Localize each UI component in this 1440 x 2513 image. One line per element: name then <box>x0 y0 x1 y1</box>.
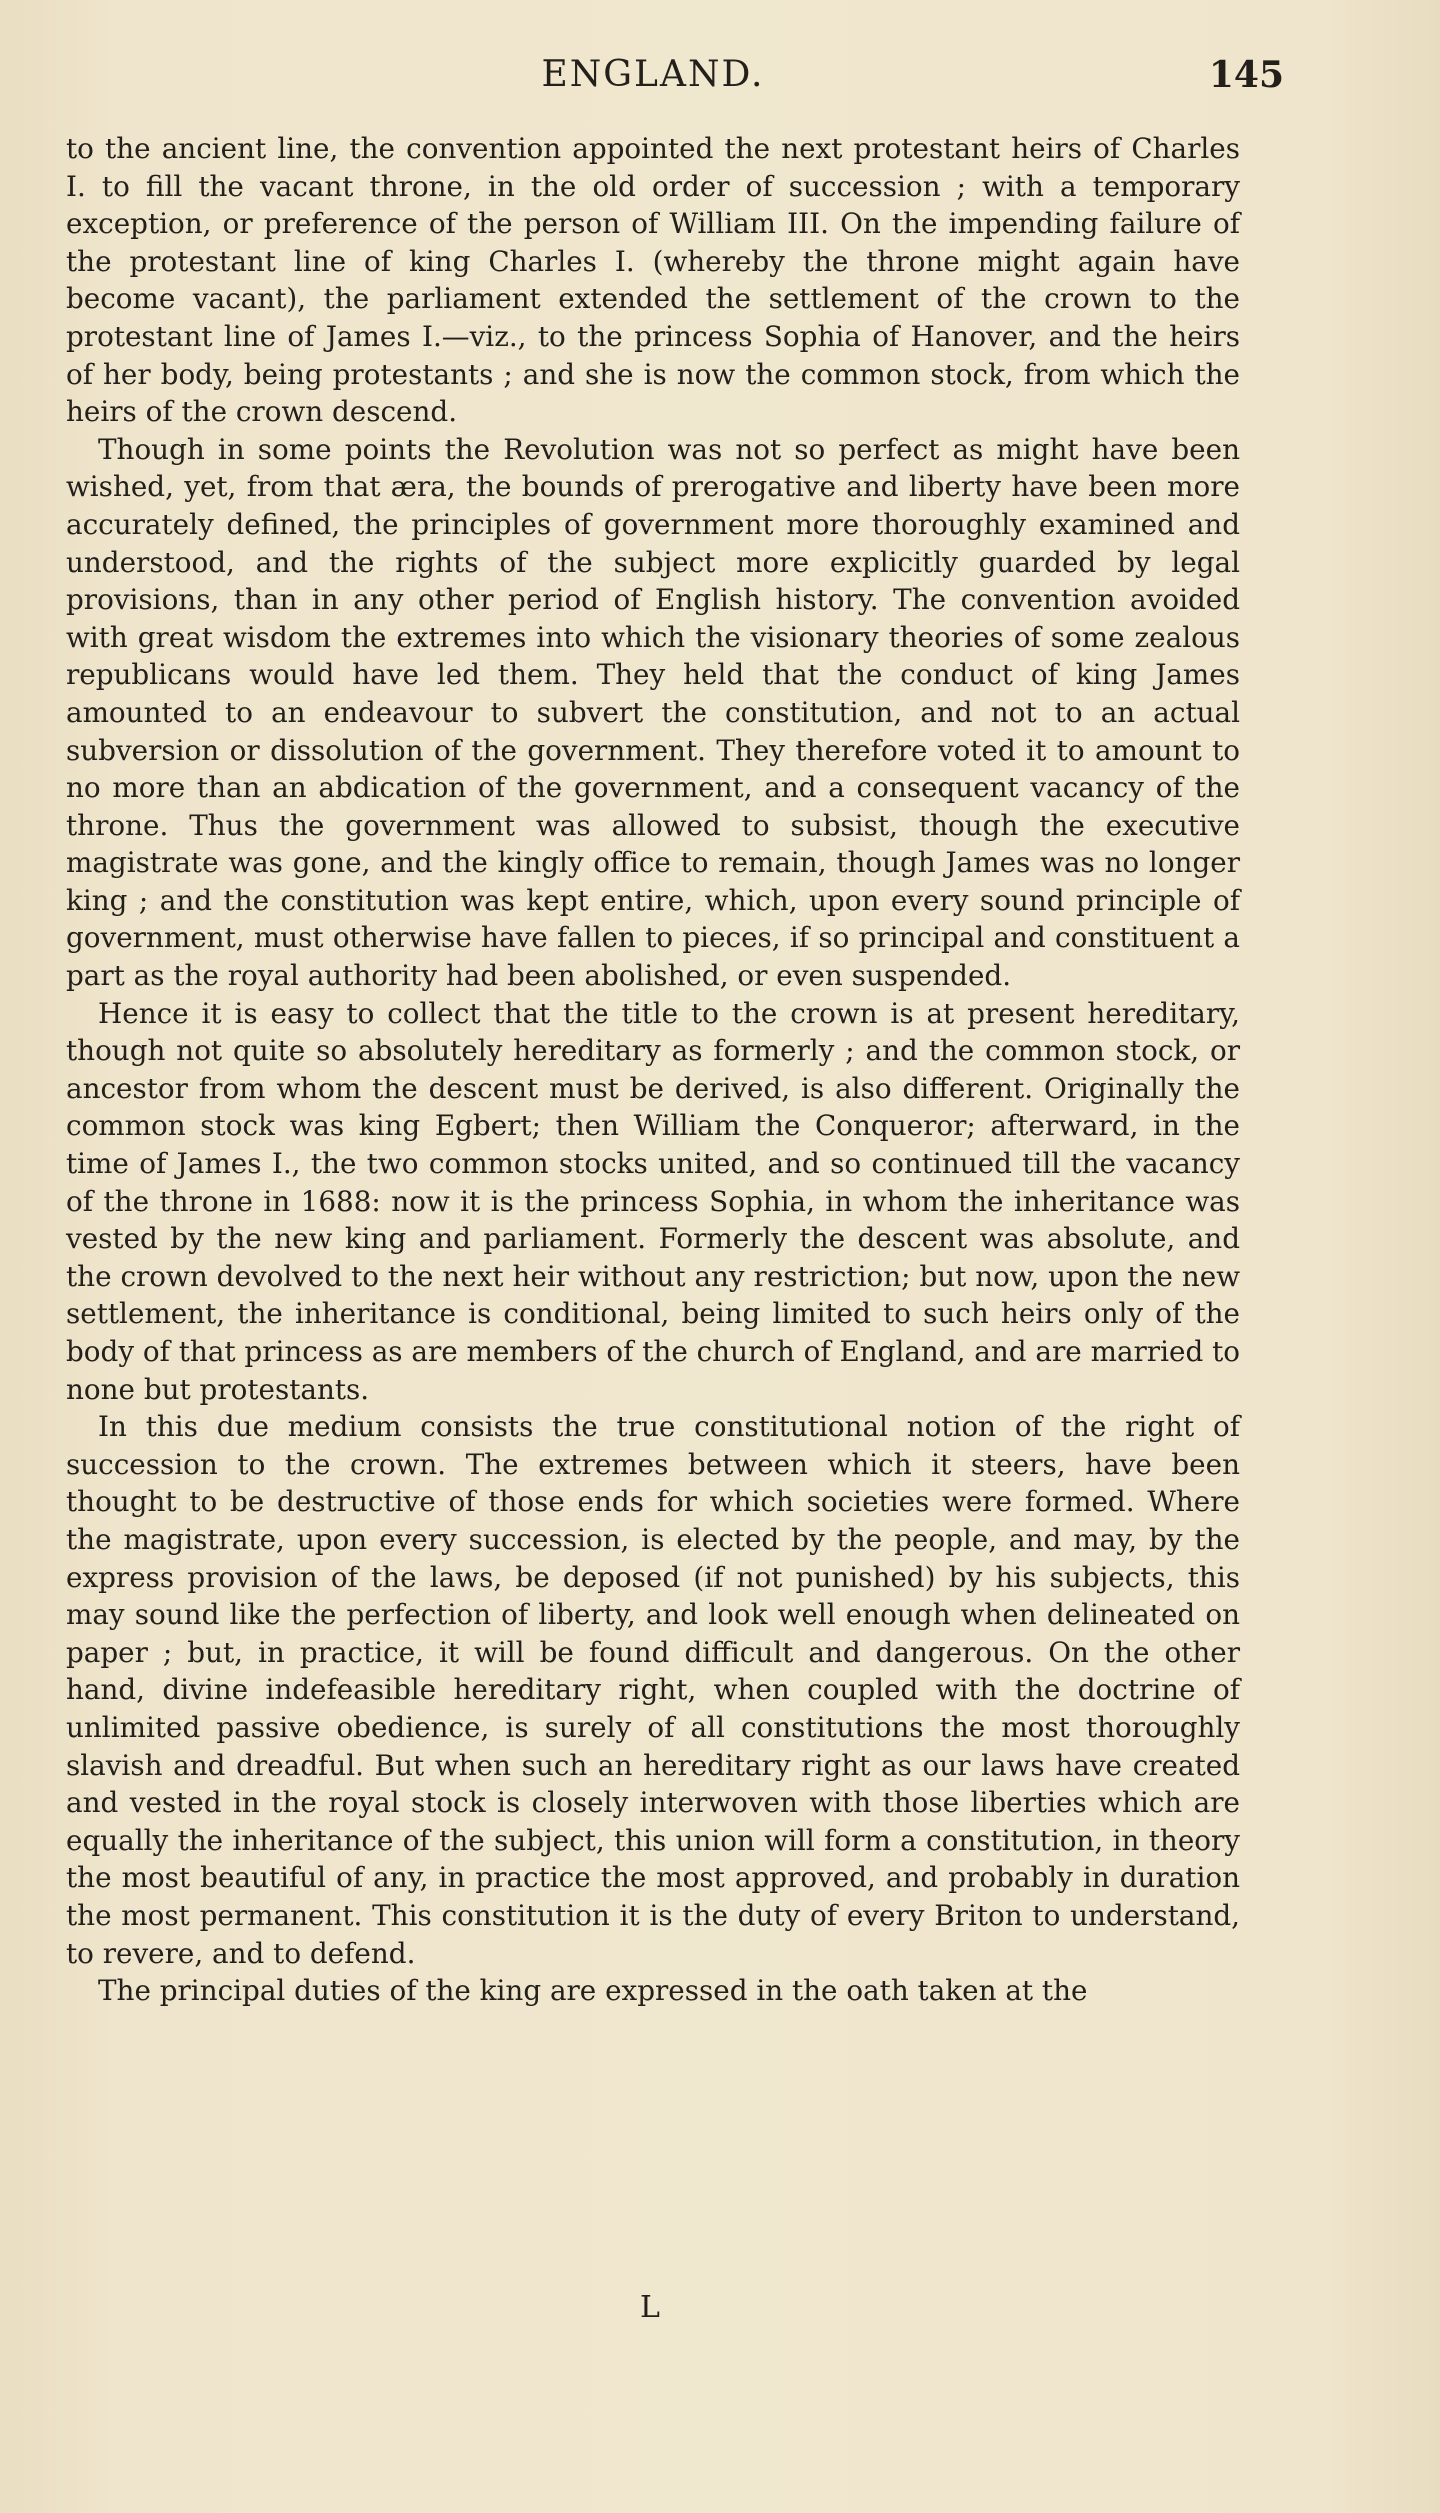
signature-mark: L <box>640 2290 660 2325</box>
paragraph-continuation: to the ancient line, the convention appointed the next protestant heirs of Charles I. to fill the vacant throne, in the old order of succession ; with a temporary exception, or preference of the person of William III. On the impending failure of the protestant line of king Charles I. (whereby the throne might again have become vacant), the parliament extended the settlement of the crown to the protestant line of James I.—viz., to the princess Sophia of Hanover, and the heirs of her body, being protestants ; and she is now the common stock, from which the heirs of the crown descend. <box>66 132 1240 429</box>
paragraph-title-to-crown: Hence it is easy to collect that the title to the crown is at present hereditary, though not quite so absolutely hereditary as formerly ; and the common stock, or ancestor from whom the descent must be derived, is also different. Originally the common stock was king Egbert; then William the Conqueror; afterward, in the time of James I., the two common stocks united, and so continued till the vacancy of the throne in 1688: now it is the princess Sophia, in whom the inheritance was vested by the new king and parliament. Formerly the descent was absolute, and the crown devolved to the next heir without any restriction; but now, upon the new settlement, the inheritance is conditional, being limited to such heirs only of the body of that princess as are members of the church of England, and are married to none but protestants. <box>66 996 1240 1406</box>
paragraph-revolution: Though in some points the Revolution was not so perfect as might have been wished, yet, from that æra, the bounds of prerogative and liberty have been more accurately defined, the principles of government more thoroughly examined and understood, and the rights of the subject more explicitly guarded by legal provisions, than in any other period of English history. The convention avoided with great wisdom the extremes into which the visionary theories of some zealous republicans would have led them. They held that the conduct of king James amounted to an endeavour to subvert the constitution, and not to an actual subversion or dissolution of the government. They therefore voted it to amount to no more than an abdication of the government, and a consequent vacancy of the throne. Thus the government was allowed to subsist, though the executive magistrate was gone, and the kingly office to remain, though James was no longer king ; and the constitution was kept entire, which, upon every sound principle of government, must otherwise have fallen to pieces, if so principal and constituent a part as the royal authority had been abolished, or even suspended. <box>66 432 1240 993</box>
running-header <box>66 52 1284 98</box>
body-text <box>66 130 1240 2010</box>
page-number: 145 <box>1208 54 1284 96</box>
running-title: ENGLAND. <box>541 54 765 95</box>
paragraph-due-medium: In this due medium consists the true constitutional notion of the right of succession to the crown. The extremes between which it steers, have been thought to be destructive of those ends for which societies were formed. Where the magistrate, upon every succession, is elected by the people, and may, by the express provision of the laws, be deposed (if not punished) by his subjects, this may sound like the perfection of liberty, and look well enough when delineated on paper ; but, in practice, it will be found difficult and dangerous. On the other hand, divine indefeasible hereditary right, when coupled with the doctrine of unlimited passive obedience, is surely of all constitutions the most thoroughly slavish and dreadful. But when such an hereditary right as our laws have created and vested in the royal stock is closely interwoven with those liberties which are equally the inheritance of the subject, this union will form a constitution, in theory the most beautiful of any, in practice the most approved, and probably in duration the most permanent. This constitution it is the duty of every Briton to understand, to revere, and to defend. <box>66 1410 1240 1970</box>
paragraph-duties-of-king: The principal duties of the king are expressed in the oath taken at the <box>98 1974 1088 2008</box>
